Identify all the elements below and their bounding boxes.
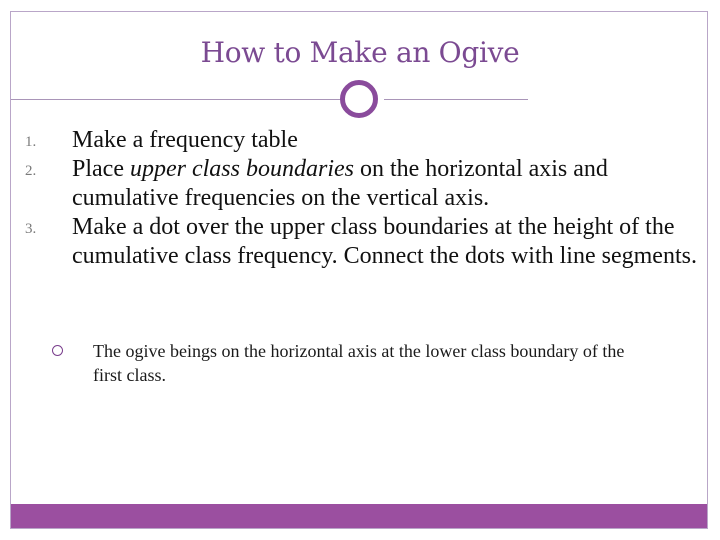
ring-ornament-icon (340, 80, 378, 118)
step-text-part: Place (72, 156, 130, 182)
sub-bullet-text: The ogive beings on the horizontal axis at the lower class boundary of the first class. (93, 341, 625, 385)
step-1 (0, 126, 720, 155)
step-text-part: on the horizontal axis and cumulative frequencies on the vertical axis. (72, 156, 608, 211)
title-divider-right (384, 99, 528, 100)
step-3 (0, 213, 720, 271)
step-text (72, 126, 697, 155)
step-2 (0, 155, 720, 213)
step-text (72, 213, 697, 271)
step-text-part: Make a frequency table (72, 127, 298, 153)
step-number: 3. (25, 221, 37, 237)
sub-bullet (0, 339, 720, 387)
step-text-part: Make a dot over the upper class boundaries at the height of the cumulative class frequency. Connect the dots with line segments. (72, 214, 697, 269)
title-divider-left (11, 99, 341, 100)
footer-bar (11, 504, 707, 528)
step-number: 2. (25, 163, 37, 179)
step-text-emphasis: upper class boundaries (129, 156, 354, 182)
circle-bullet-icon (52, 345, 63, 356)
numbered-steps-list (0, 126, 720, 271)
step-text (72, 155, 697, 213)
slide-title: How to Make an Ogive (200, 36, 520, 69)
step-number: 1. (25, 134, 37, 150)
